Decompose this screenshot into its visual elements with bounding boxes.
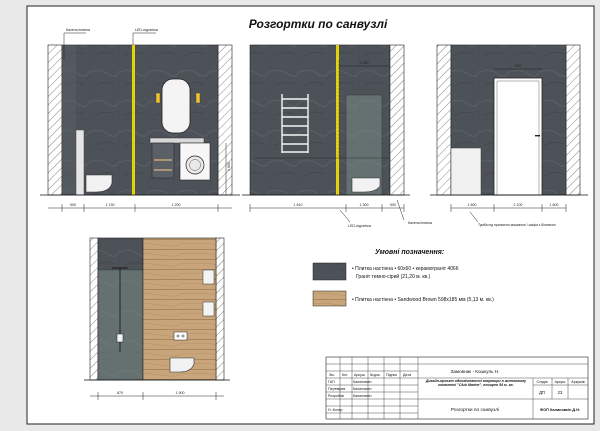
- dim-e3-top: 900: [515, 64, 521, 68]
- callout-tile-wall: Кахель/плитка: [66, 28, 91, 32]
- led-strip: [132, 45, 135, 195]
- stamp-sheet-number: 23: [557, 390, 563, 395]
- flush-plate: [174, 332, 187, 340]
- wall-section-right: [218, 45, 232, 195]
- page-title: Розгортки по санвузлі: [248, 17, 388, 31]
- stamp-role-4: Н. Контр.: [328, 408, 344, 412]
- wall-section-right: [566, 45, 580, 195]
- led-strip: [336, 45, 339, 195]
- stamp-head-4: №док.: [370, 373, 381, 377]
- wall-hung-toilet: [352, 178, 380, 192]
- mirror: [162, 79, 190, 133]
- legend-item-2: • Плитка настінна • Sandwood Brown 598х185 мм (5,13 м. кв.): [352, 297, 494, 303]
- stamp-head-6: Дата: [403, 373, 411, 377]
- stamp-firm: ФОП Калиновкін Д.Н.: [539, 408, 581, 412]
- dim-e3-a: 1 600: [467, 203, 477, 207]
- legend-swatch-wood: [313, 291, 346, 306]
- stamp-name-2: Калиновкін: [353, 387, 372, 391]
- stamp-sheet-label: Аркуш: [554, 380, 566, 384]
- stamp-sheets-label: Аркушів: [571, 380, 585, 384]
- wall-section-left: [437, 45, 451, 195]
- stamp-stage-label: Стадія: [536, 380, 548, 384]
- legend-item-1-line1: • Плитка настінна • 60х60 • керамограніт 4066: [352, 266, 459, 272]
- dim-e3-b: 2 100: [513, 203, 523, 207]
- stamp-head-2: Кіл.: [342, 373, 348, 377]
- mixer: [117, 334, 123, 342]
- legend-title: Умовні позначення:: [375, 249, 445, 256]
- wall-section-left: [90, 238, 98, 380]
- stamp-role-3: Розробив: [328, 394, 344, 398]
- dim-e4-b: 1 900: [175, 391, 185, 395]
- dim-e2-a: 1 810: [293, 203, 303, 207]
- door-handle: [535, 135, 540, 136]
- dim-e1-side: 1 000: [227, 162, 231, 171]
- dim-e2-c: 900: [390, 203, 396, 207]
- stamp-sheet-name: Розгортки по санвузлі: [450, 408, 500, 413]
- legend-swatch-tile: [313, 263, 346, 280]
- elevation-4: [84, 238, 230, 400]
- wall-section-right: [390, 45, 404, 195]
- wall-sconce-left: [156, 93, 160, 103]
- dim-e1-c: 1 200: [171, 203, 181, 207]
- dim-e1-a: 900: [70, 203, 76, 207]
- stamp-head-3: Аркуш: [354, 373, 365, 377]
- stamp-head-5: Підпис: [386, 373, 398, 377]
- legend-item-1-line2: Граніт темно-сірий (21,20 м. кв.): [356, 274, 431, 280]
- wall-section-right: [216, 238, 224, 380]
- dim-e2-top: 1 000: [359, 61, 369, 65]
- stamp-role-2: Перевірив: [328, 387, 346, 391]
- wall-sconce-right: [196, 93, 200, 103]
- storage-box: [451, 148, 481, 195]
- stamp-stage: ДП: [539, 390, 545, 395]
- stamp-name-1: Калиновкін: [353, 380, 372, 384]
- dim-e1-b: 1 130: [105, 203, 115, 207]
- dim-e4-a: 870: [117, 391, 123, 395]
- wall-section-left: [48, 45, 62, 195]
- dim-e3-c: 1 600: [549, 203, 559, 207]
- title-block: [326, 357, 588, 419]
- stamp-role-1: ГАП: [328, 380, 335, 384]
- boxing: [76, 130, 84, 195]
- callout-boxing: Кахель/плитка: [408, 221, 433, 225]
- stamp-head-1: Зм.: [329, 373, 335, 377]
- dim-e2-b: 1 300: [359, 203, 369, 207]
- countertop: [150, 138, 204, 143]
- callout-door-note: Тумба під пральною машиною / шафа з білизною: [478, 223, 556, 227]
- niche: [203, 270, 214, 284]
- stamp-name-3: Калиновкін: [353, 394, 372, 398]
- elevation-1: [40, 28, 240, 212]
- niche-2: [203, 302, 214, 316]
- door: [494, 78, 542, 195]
- stamp-description: Дизайн-проєкт однокімнатної квартири в житловому комплексі "Club Marine", площею 54 м. кв.: [425, 379, 527, 388]
- stamp-client: Замовник - Кошкуль Н.: [450, 369, 500, 374]
- callout-led-profile: LED-підсвітка: [135, 28, 158, 32]
- callout-led-profile-b: LED-підсвітка: [348, 224, 371, 228]
